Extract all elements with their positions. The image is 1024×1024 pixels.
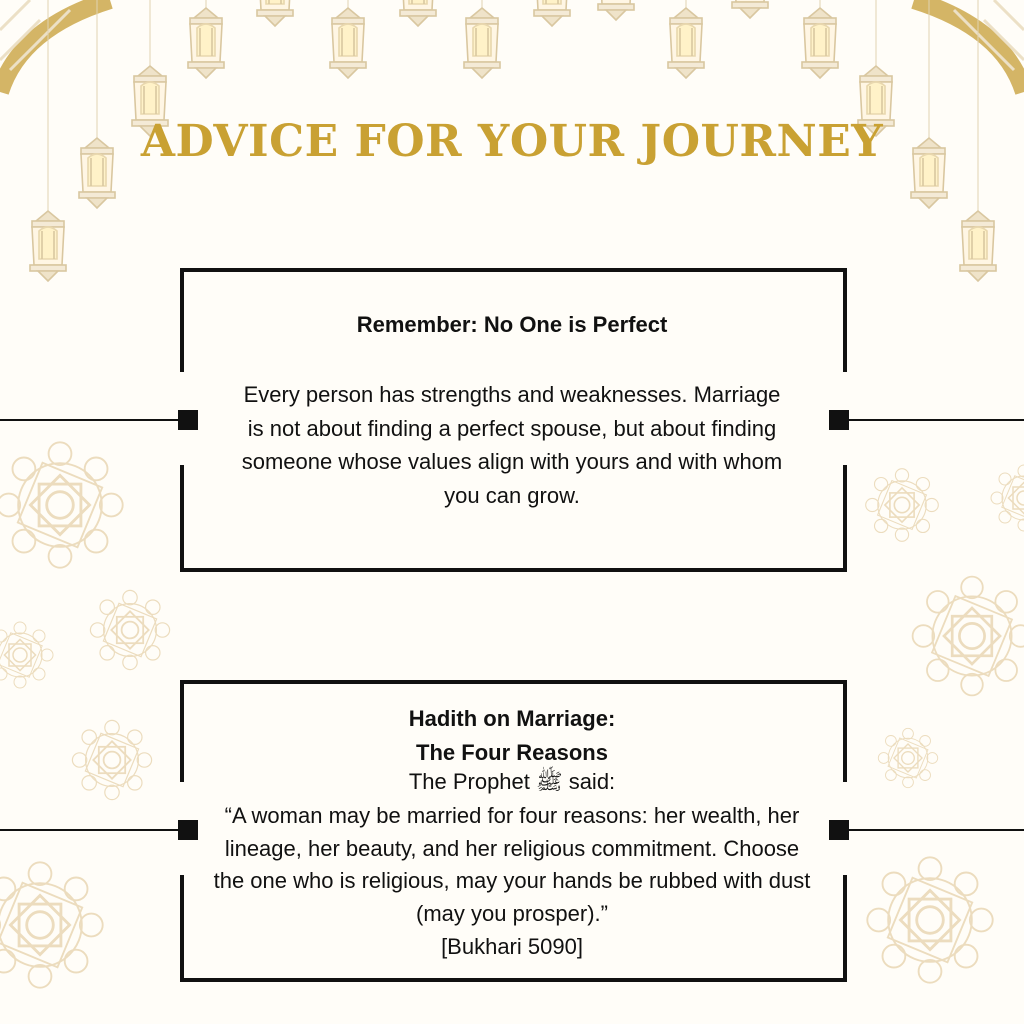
card-2-source: [Bukhari 5090] bbox=[441, 934, 583, 959]
card-1-body: Every person has strengths and weaknesses. Marriage is not about finding a perfect spouse, but about finding someone whose values align with yours and with whom you can grow. bbox=[241, 382, 783, 508]
arch-left-icon bbox=[0, 0, 110, 92]
page-title: ADVICE FOR YOUR JOURNEY bbox=[140, 116, 884, 167]
card-2-heading-line-1: Hadith on Marriage: bbox=[408, 706, 616, 731]
card-1-heading: Remember: No One is Perfect bbox=[356, 312, 668, 337]
arch-right-icon bbox=[914, 0, 1024, 92]
card-2-heading bbox=[200, 702, 824, 770]
card-2-quote: “A woman may be married for four reasons: her wealth, her lineage, her beauty, and her religious commitment. Choose the one who is religious, may your hands be rubbed with dust (may you prosper).” bbox=[213, 803, 811, 926]
card-2-heading-line-2: The Four Reasons bbox=[416, 740, 608, 765]
card-2-intro: The Prophet ﷺ said: bbox=[408, 769, 616, 794]
